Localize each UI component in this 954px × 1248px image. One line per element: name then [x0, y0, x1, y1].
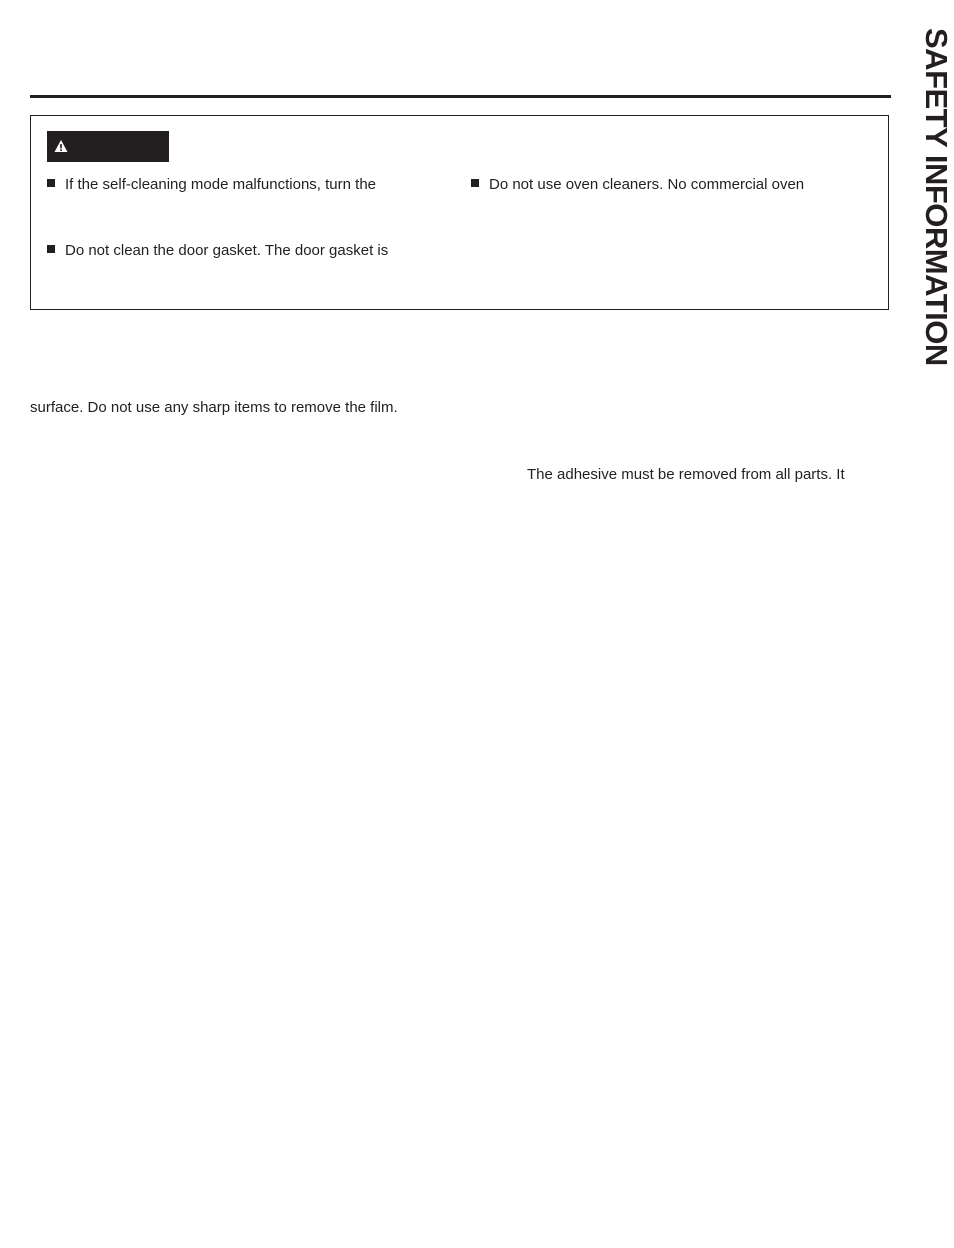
warning-bullet-oven-cleaners [471, 176, 804, 194]
bullet-square-icon [471, 179, 479, 187]
bullet-text: If the self-cleaning mode malfunctions, turn the [65, 176, 377, 193]
body-text-line: surface. Do not use any sharp items to remove the film. [30, 399, 398, 416]
side-tab-label: SAFETY INFORMATION [919, 28, 954, 366]
body-text-line: The adhesive must be removed from all parts. It [527, 466, 845, 483]
bullet-text: Do not use oven cleaners. No commercial oven [489, 176, 805, 193]
bullet-text: Do not clean the door gasket. The door gasket is [65, 242, 389, 259]
warning-bullet-door-gasket [47, 242, 388, 260]
warning-triangle-icon [54, 139, 68, 153]
bullet-square-icon [47, 245, 55, 253]
section-top-rule [30, 95, 891, 98]
warning-badge [47, 131, 169, 162]
bullet-square-icon [47, 179, 55, 187]
warning-bullet-self-clean [47, 176, 376, 194]
warning-box [30, 115, 889, 310]
side-section-tab [918, 28, 952, 408]
